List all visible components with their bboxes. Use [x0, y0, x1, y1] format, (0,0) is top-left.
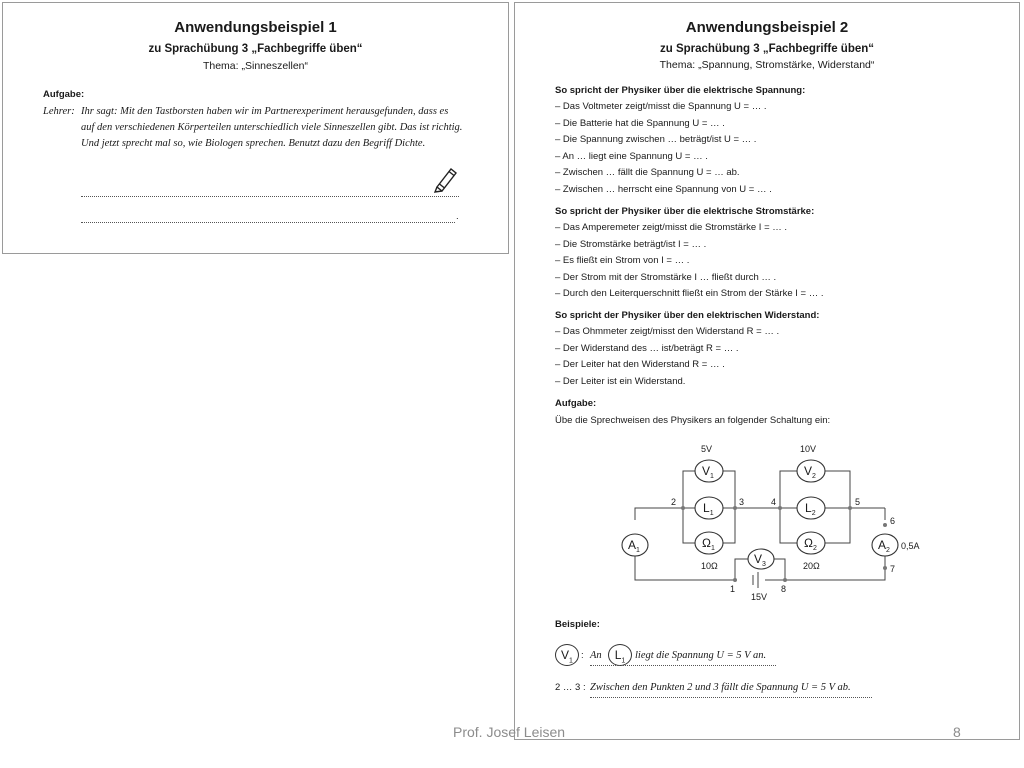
list-item: – Der Leiter ist ein Widerstand.: [555, 375, 686, 387]
list-item: – Die Batterie hat die Spannung U = … .: [555, 117, 725, 129]
list-item: – Durch den Leiterquerschnitt fließt ein Strom der Stärke I = … .: [555, 288, 824, 299]
a2-value: 0,5A: [901, 541, 920, 551]
list-item: – Das Voltmeter zeigt/misst die Spannung U = … .: [555, 101, 767, 112]
node-6: 6: [890, 516, 896, 526]
card2-subtitle: zu Sprachübung 3 „Fachbegriffe üben“: [659, 43, 875, 55]
section-resistance-heading: So spricht der Physiker über den elektrischen Widerstand:: [555, 310, 820, 321]
svg-text:V3: $V_3$: [754, 552, 766, 568]
card1-line-2: auf den verschiedenen Körperteilen unterschiedlich viele Sinneszellen gibt. Das ist richtig.: [81, 122, 463, 133]
card1-subtitle: zu Sprachübung 3 „Fachbegriffe üben“: [148, 43, 363, 55]
list-item: – Zwischen … fällt die Spannung U = … ab.: [555, 167, 740, 178]
list-item: – Das Amperemeter zeigt/misst die Stromstärke I = … .: [555, 222, 788, 233]
list-item: – Das Ohmmeter zeigt/misst den Widerstand R = … .: [555, 326, 780, 337]
example2-text: Zwischen den Punkten 2 und 3 fällt die Spannung U = 5 V ab.: [590, 682, 851, 693]
card2-theme: Thema: „Spannung, Stromstärke, Widerstand“: [659, 59, 875, 71]
pencil-icon: [431, 163, 459, 193]
list-item: – Der Strom mit der Stromstärke I … fließt durch … .: [555, 271, 777, 283]
node-3: 3: [739, 497, 745, 507]
svg-text:L2: $L_2$: [805, 501, 816, 517]
section-current-list: [555, 220, 824, 303]
list-item: – Die Stromstärke beträgt/ist I = … .: [555, 238, 707, 250]
section-resistance-list: [555, 324, 779, 390]
list-item: – Die Spannung zwischen … beträgt/ist U = … .: [555, 134, 757, 145]
l1-badge: $L_1$: [608, 644, 632, 666]
card1-line-3: Und jetzt sprecht mal so, wie Biologen sprechen. Benutzt dazu den Begriff Dichte.: [81, 138, 426, 149]
answer-line-1: [81, 196, 459, 197]
list-item: – Der Widerstand des … ist/beträgt R = … .: [555, 342, 739, 354]
svg-text:Ω1: $\Omega_1$: [702, 536, 715, 552]
r2-value: 20Ω: [803, 561, 820, 571]
card1-theme: Thema: „Sinneszellen“: [202, 60, 309, 72]
r1-value: 10Ω: [701, 561, 718, 571]
card1-line-1: Ihr sagt: Mit den Tastborsten haben wir im Partnerexperiment herausgefunden, dass es: [81, 106, 449, 117]
example-card-2: [514, 2, 1020, 740]
answer-end-mark: .: [456, 211, 459, 222]
example1-prefix: An: [590, 650, 602, 661]
svg-text:L1: $L_1$: [703, 501, 714, 517]
node-1: 1: [730, 584, 736, 594]
section-current-heading: So spricht der Physiker über die elektrische Stromstärke:: [555, 206, 815, 217]
list-item: – Es fließt ein Strom von I = … .: [555, 255, 690, 266]
svg-text:A2: $A_2$: [878, 538, 890, 554]
examples-label: Beispiele:: [555, 619, 600, 630]
section-voltage-list: [555, 99, 772, 198]
list-item: – Der Leiter hat den Widerstand R = … .: [555, 359, 725, 370]
node-5: 5: [855, 497, 861, 507]
card2-task-text: Übe die Sprechweisen des Physikers an folgender Schaltung ein:: [555, 415, 831, 426]
node-7: 7: [890, 564, 896, 574]
svg-text:Ω2: $\Omega_2$: [804, 536, 817, 552]
example2-nodes: 2 … 3 :: [555, 682, 586, 693]
svg-text:V1: $V_1$: [702, 464, 714, 480]
v1-badge: $V_1$: [555, 644, 579, 666]
card1-task-label: Aufgabe:: [43, 89, 85, 100]
example-card-1: [2, 2, 509, 254]
section-voltage-heading: So spricht der Physiker über die elektrische Spannung:: [555, 85, 806, 96]
v3-value: 15V: [751, 592, 768, 602]
node-2: 2: [671, 497, 677, 507]
footer-author: Prof. Josef Leisen: [453, 724, 566, 740]
card1-speaker: Lehrer:: [43, 106, 75, 117]
node-4: 4: [771, 497, 777, 507]
example1-colon: :: [581, 650, 584, 661]
list-item: – Zwischen … herrscht eine Spannung von U = … .: [555, 183, 772, 195]
card1-title: Anwendungsbeispiel 1: [174, 19, 337, 36]
v1-value: 5V: [701, 444, 713, 454]
node-8: 8: [781, 584, 787, 594]
v2-value: 10V: [800, 444, 817, 454]
svg-text:V2: $V_2$: [804, 464, 816, 480]
example1-suffix: liegt die Spannung U = 5 V an.: [635, 650, 767, 661]
card2-title: Anwendungsbeispiel 2: [685, 19, 849, 36]
list-item: – An … liegt eine Spannung U = … .: [555, 150, 708, 162]
card2-task-label: Aufgabe:: [555, 398, 597, 409]
svg-text:A1: $A_1$: [628, 538, 640, 554]
example2-underline: [590, 697, 872, 698]
answer-line-2: [81, 222, 455, 223]
circuit-diagram: [615, 435, 945, 605]
example1-underline: [590, 665, 776, 666]
footer-page-number: 8: [953, 724, 961, 740]
